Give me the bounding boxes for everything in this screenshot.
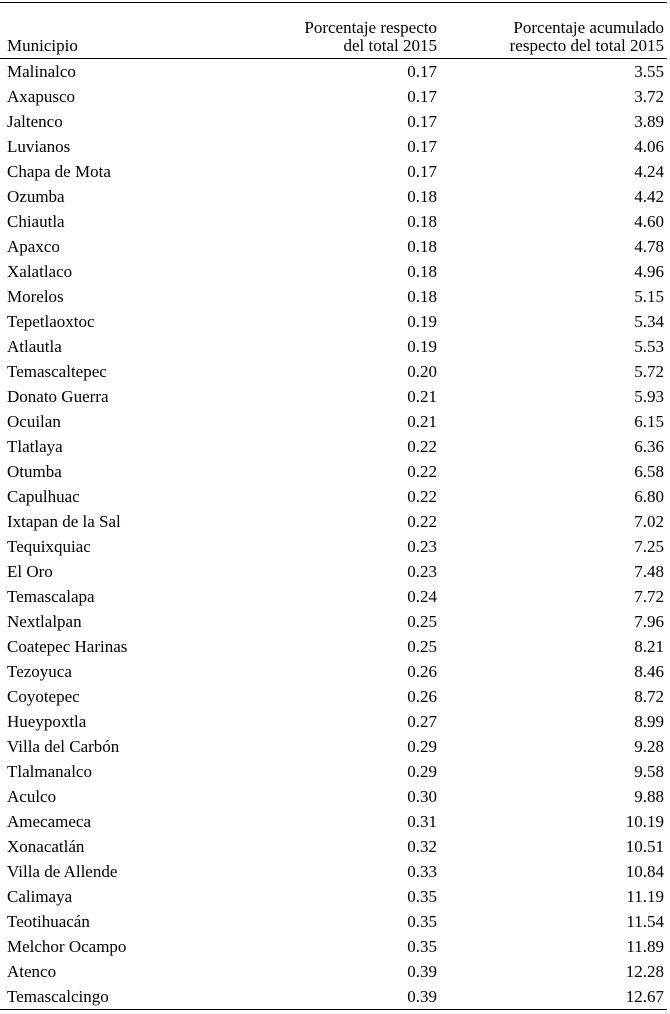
cell-acumulado: 10.51 bbox=[625, 836, 664, 856]
cell-acumulado: 5.93 bbox=[634, 386, 664, 406]
cell-porcentaje: 0.23 bbox=[407, 561, 437, 581]
table-row bbox=[0, 384, 667, 409]
cell-municipio: Melchor Ocampo bbox=[7, 936, 127, 956]
cell-porcentaje: 0.35 bbox=[407, 911, 437, 931]
table-row bbox=[0, 184, 667, 209]
cell-acumulado: 7.02 bbox=[634, 511, 664, 531]
table-row bbox=[0, 709, 667, 734]
table-body bbox=[0, 59, 667, 1010]
cell-municipio: Ozumba bbox=[7, 186, 65, 206]
table-row bbox=[0, 609, 667, 634]
cell-acumulado: 3.89 bbox=[634, 111, 664, 131]
table-row bbox=[0, 759, 667, 784]
cell-municipio: Jaltenco bbox=[7, 111, 63, 131]
cell-acumulado: 11.54 bbox=[626, 911, 664, 931]
cell-acumulado: 3.72 bbox=[634, 86, 664, 106]
cell-acumulado: 6.58 bbox=[634, 461, 664, 481]
cell-municipio: Teotihuacán bbox=[7, 911, 90, 931]
cell-municipio: Xonacatlán bbox=[7, 836, 85, 856]
cell-porcentaje: 0.21 bbox=[407, 386, 437, 406]
table-header bbox=[0, 3, 667, 59]
cell-municipio: Temascaltepec bbox=[7, 361, 107, 381]
table-row bbox=[0, 409, 667, 434]
cell-porcentaje: 0.20 bbox=[407, 361, 437, 381]
cell-municipio: Chiautla bbox=[7, 211, 65, 231]
cell-municipio: Ocuilan bbox=[7, 411, 61, 431]
table-row bbox=[0, 559, 667, 584]
cell-porcentaje: 0.22 bbox=[407, 436, 437, 456]
cell-porcentaje: 0.19 bbox=[407, 311, 437, 331]
cell-porcentaje: 0.17 bbox=[407, 61, 437, 81]
cell-porcentaje: 0.18 bbox=[407, 186, 437, 206]
cell-porcentaje: 0.18 bbox=[407, 236, 437, 256]
cell-municipio: Coyotepec bbox=[7, 686, 80, 706]
cell-acumulado: 10.19 bbox=[625, 811, 664, 831]
table-row bbox=[0, 859, 667, 884]
table-row bbox=[0, 234, 667, 259]
cell-municipio: Capulhuac bbox=[7, 486, 80, 506]
cell-porcentaje: 0.35 bbox=[407, 936, 437, 956]
cell-acumulado: 11.19 bbox=[626, 886, 664, 906]
cell-municipio: Coatepec Harinas bbox=[7, 636, 128, 656]
cell-porcentaje: 0.39 bbox=[226, 984, 440, 1010]
table-row bbox=[0, 684, 667, 709]
cell-porcentaje: 0.17 bbox=[407, 86, 437, 106]
cell-municipio: Hueypoxtla bbox=[7, 711, 87, 731]
table-row bbox=[0, 909, 667, 934]
table-row bbox=[0, 309, 667, 334]
cell-acumulado: 5.53 bbox=[634, 336, 664, 356]
cell-porcentaje: 0.22 bbox=[407, 461, 437, 481]
cell-municipio: Temascalapa bbox=[7, 586, 95, 606]
cell-porcentaje: 0.18 bbox=[407, 286, 437, 306]
cell-porcentaje: 0.31 bbox=[407, 811, 437, 831]
header-municipio: Municipio bbox=[0, 3, 226, 59]
cell-acumulado: 5.15 bbox=[634, 286, 664, 306]
cell-porcentaje: 0.30 bbox=[407, 786, 437, 806]
cell-acumulado: 4.24 bbox=[634, 161, 664, 181]
cell-acumulado: 9.88 bbox=[634, 786, 664, 806]
table-row bbox=[0, 334, 667, 359]
cell-municipio: Luvianos bbox=[7, 136, 71, 156]
cell-municipio: Tlalmanalco bbox=[7, 761, 92, 781]
cell-acumulado: 4.96 bbox=[634, 261, 664, 281]
table-row bbox=[0, 459, 667, 484]
cell-porcentaje: 0.39 bbox=[407, 961, 437, 981]
cell-municipio: Tlatlaya bbox=[7, 436, 63, 456]
cell-municipio: El Oro bbox=[7, 561, 53, 581]
cell-porcentaje: 0.27 bbox=[407, 711, 437, 731]
header-acumulado-line1: Porcentaje acumulado bbox=[513, 18, 664, 37]
table-row bbox=[0, 509, 667, 534]
table-row bbox=[0, 834, 667, 859]
cell-municipio: Ixtapan de la Sal bbox=[7, 511, 121, 531]
cell-acumulado: 8.72 bbox=[634, 686, 664, 706]
table-row bbox=[0, 484, 667, 509]
cell-municipio: Temascalcingo bbox=[0, 984, 226, 1010]
cell-municipio: Chapa de Mota bbox=[7, 161, 111, 181]
cell-municipio: Villa del Carbón bbox=[7, 736, 120, 756]
cell-municipio: Villa de Allende bbox=[7, 861, 118, 881]
cell-acumulado: 10.84 bbox=[625, 861, 664, 881]
cell-acumulado: 5.72 bbox=[634, 361, 664, 381]
cell-porcentaje: 0.18 bbox=[407, 211, 437, 231]
table-row bbox=[0, 84, 667, 109]
cell-porcentaje: 0.35 bbox=[407, 886, 437, 906]
table-row bbox=[0, 584, 667, 609]
cell-municipio: Atlautla bbox=[7, 336, 62, 356]
cell-acumulado: 7.25 bbox=[634, 536, 664, 556]
table-row bbox=[0, 734, 667, 759]
cell-acumulado: 4.60 bbox=[634, 211, 664, 231]
table-row bbox=[0, 159, 667, 184]
cell-porcentaje: 0.32 bbox=[407, 836, 437, 856]
cell-porcentaje: 0.29 bbox=[407, 761, 437, 781]
cell-acumulado: 9.58 bbox=[634, 761, 664, 781]
table-row bbox=[0, 534, 667, 559]
cell-acumulado: 9.28 bbox=[634, 736, 664, 756]
cell-porcentaje: 0.17 bbox=[407, 136, 437, 156]
cell-porcentaje: 0.25 bbox=[407, 611, 437, 631]
municipios-table bbox=[0, 2, 667, 1010]
cell-porcentaje: 0.29 bbox=[407, 736, 437, 756]
cell-municipio: Morelos bbox=[7, 286, 64, 306]
header-acumulado-line2: respecto del total 2015 bbox=[509, 36, 664, 55]
cell-acumulado: 11.89 bbox=[626, 936, 664, 956]
cell-municipio: Tequixquiac bbox=[7, 536, 91, 556]
cell-porcentaje: 0.19 bbox=[407, 336, 437, 356]
cell-acumulado: 5.34 bbox=[634, 311, 664, 331]
cell-municipio: Donato Guerra bbox=[7, 386, 109, 406]
cell-porcentaje: 0.17 bbox=[407, 161, 437, 181]
cell-porcentaje: 0.24 bbox=[407, 586, 437, 606]
cell-porcentaje: 0.17 bbox=[407, 111, 437, 131]
cell-municipio: Amecameca bbox=[7, 811, 91, 831]
cell-acumulado: 4.78 bbox=[634, 236, 664, 256]
cell-municipio: Nextlalpan bbox=[7, 611, 82, 631]
cell-porcentaje: 0.33 bbox=[407, 861, 437, 881]
table-row bbox=[0, 809, 667, 834]
table-row bbox=[0, 134, 667, 159]
table-row bbox=[0, 959, 667, 984]
header-porcentaje-line1: Porcentaje respecto bbox=[304, 18, 437, 37]
table-row bbox=[0, 59, 667, 85]
cell-municipio: Malinalco bbox=[7, 61, 76, 81]
cell-municipio: Tezoyuca bbox=[7, 661, 72, 681]
table-row bbox=[0, 934, 667, 959]
cell-acumulado: 6.36 bbox=[634, 436, 664, 456]
table-row bbox=[0, 884, 667, 909]
cell-porcentaje: 0.22 bbox=[407, 511, 437, 531]
cell-acumulado: 8.21 bbox=[634, 636, 664, 656]
table-row bbox=[0, 984, 667, 1010]
header-row bbox=[0, 3, 667, 59]
table-row bbox=[0, 284, 667, 309]
cell-acumulado: 7.96 bbox=[634, 611, 664, 631]
cell-acumulado: 7.48 bbox=[634, 561, 664, 581]
cell-porcentaje: 0.21 bbox=[407, 411, 437, 431]
cell-acumulado: 8.46 bbox=[634, 661, 664, 681]
cell-acumulado: 4.42 bbox=[634, 186, 664, 206]
table-row bbox=[0, 259, 667, 284]
cell-municipio: Otumba bbox=[7, 461, 62, 481]
cell-municipio: Tepetlaoxtoc bbox=[7, 311, 95, 331]
header-porcentaje-line2: del total 2015 bbox=[343, 36, 437, 55]
cell-acumulado: 4.06 bbox=[634, 136, 664, 156]
cell-porcentaje: 0.18 bbox=[407, 261, 437, 281]
cell-municipio: Xalatlaco bbox=[7, 261, 73, 281]
cell-municipio: Axapusco bbox=[7, 86, 75, 106]
cell-municipio: Apaxco bbox=[7, 236, 60, 256]
header-acumulado bbox=[440, 3, 667, 59]
table-row bbox=[0, 209, 667, 234]
table-row bbox=[0, 434, 667, 459]
cell-porcentaje: 0.22 bbox=[407, 486, 437, 506]
cell-porcentaje: 0.23 bbox=[407, 536, 437, 556]
header-porcentaje bbox=[226, 3, 440, 59]
cell-porcentaje: 0.26 bbox=[407, 686, 437, 706]
cell-municipio: Calimaya bbox=[7, 886, 73, 906]
cell-acumulado: 6.80 bbox=[634, 486, 664, 506]
cell-acumulado: 8.99 bbox=[634, 711, 664, 731]
cell-acumulado: 3.55 bbox=[634, 61, 664, 81]
cell-porcentaje: 0.26 bbox=[407, 661, 437, 681]
cell-porcentaje: 0.25 bbox=[407, 636, 437, 656]
table-row bbox=[0, 634, 667, 659]
table-row bbox=[0, 359, 667, 384]
table-row bbox=[0, 659, 667, 684]
cell-acumulado: 12.28 bbox=[625, 961, 664, 981]
cell-acumulado: 7.72 bbox=[634, 586, 664, 606]
cell-municipio: Aculco bbox=[7, 786, 57, 806]
table-row bbox=[0, 784, 667, 809]
cell-acumulado: 6.15 bbox=[634, 411, 664, 431]
cell-acumulado: 12.67 bbox=[440, 984, 667, 1010]
table-row bbox=[0, 109, 667, 134]
cell-municipio: Atenco bbox=[7, 961, 57, 981]
